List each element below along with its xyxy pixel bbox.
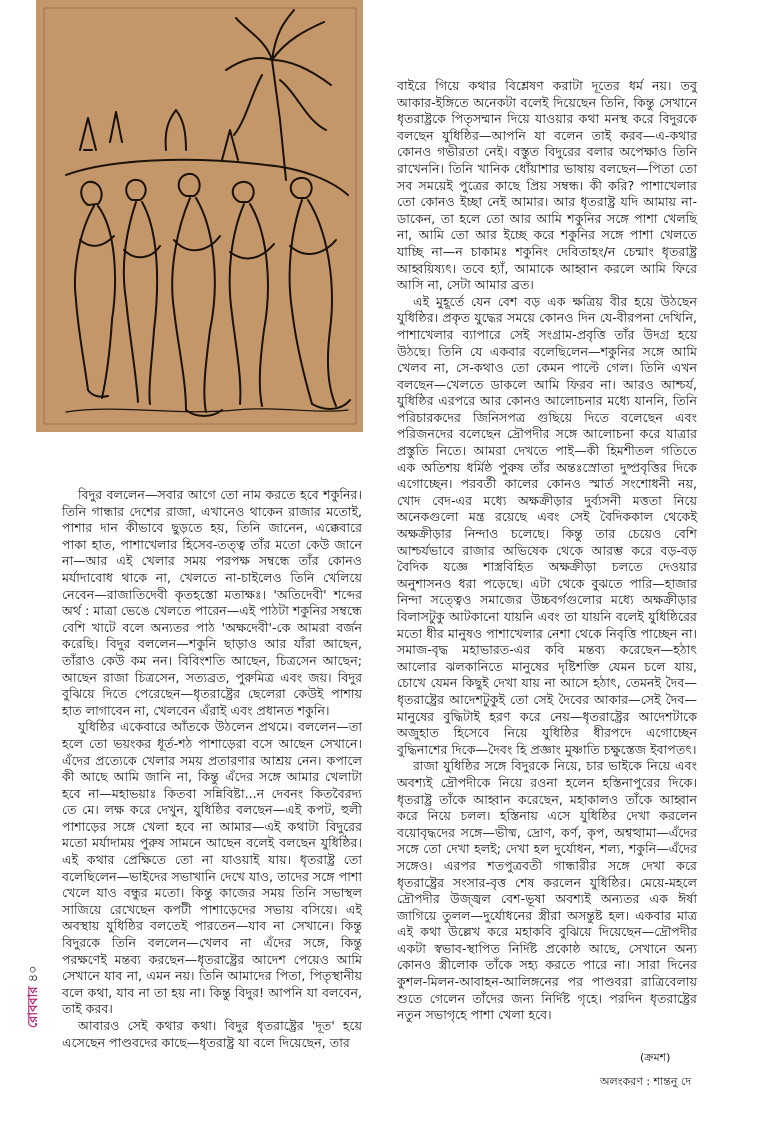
page-footer-label: [24, 965, 45, 1028]
illustration-credit: অলংকরণ : শান্তনু দে: [600, 1075, 692, 1088]
magazine-name: রোববার: [26, 986, 41, 1028]
paragraph: যুধিষ্ঠির একেবারে আঁতকে উঠলেন প্রথমে। বললেন—তা হলে তো ভয়ংকর ধূর্ত-শঠ পাশাড়েরা বসে আছেন সেখানে। এঁদের প্রত্যেকে খেলার সময় প্রতারণার আশ্রয় নেন। কপালে কী আছে আমি জানি না, কিন্তু এঁদের সঙ্গে আমার খেলাটা হবে না—মহাভয়াঃ কিতবা সন্নিবিষ্টা...ন দেবনং কিতবৈরদ্য তে মে। লক্ষ করে দেখুন, যুধিষ্ঠির বলছেন—এই কপট, হুলী পাশাড়ের সঙ্গে খেলা হবে না আমার—এই কথাটা বিদুরের মতো মর্যাদাময় পুরুষ সামনে আছেন বলেই বলছেন যুধিষ্ঠির। এই কথার প্রেক্ষিতে তো না যাওয়াই যায়। ধৃতরাষ্ট্র তো বলেছিলেন—ভাইদের সভাখানি দেখে যাও, তাদের সঙ্গে পাশা খেলে যাও বন্ধুর মতো। কিন্তু কাজের সময় তিনি সভাস্থল সাজিয়ে রেখেছেন কপটী পাশাড়েদের সভায় বসিয়ে। এই অবস্থায় যুধিষ্ঠির বলতেই পারতেন—যাব না সেখানে। কিন্তু বিদুরকে তিনি বললেন—খেলব না এঁদের সঙ্গে, কিন্তু পরক্ষণেই মন্তব্য করছেন—ধৃতরাষ্ট্রের আদেশ পেয়েও আমি সেখানে যাব না, এমন নয়। তিনি আমাদের পিতা, পিতৃস্থানীয় বলে কথা, যাব না তা হয় না। কিন্তু বিদুর! আপনি যা বলবেন, তাই করব।: [62, 719, 362, 1017]
paragraph: আবারও সেই কথার কথা। বিদুর ধৃতরাষ্ট্রের 'দূত' হয়ে এসেছেন পাণ্ডবদের কাছে—ধৃতরাষ্ট্র যা বলে দিয়েছেন, তার: [62, 1018, 362, 1050]
page-number: ৪০: [26, 965, 41, 983]
continued-note: (ক্রমশ): [640, 1051, 671, 1064]
paragraph: এই মুহূর্তে যেন বেশ বড় এক ক্ষত্রিয় বীর হয়ে উঠছেন যুধিষ্ঠির। প্রকৃত যুদ্ধের সময়ে কোনও দিন যে-বীরপনা দেখিনি, পাশাখেলার ব্যাপারে সেই সংগ্রাম-প্রবৃত্তি তাঁর উদগ্র হয়ে উঠছে। তিনি যে একবার বলেছিলেন—শকুনির সঙ্গে আমি খেলব না, সে-কথাও তো কেমন পাল্টে গেল। তিনি এখন বলছেন—খেলতে ডাকলে আমি ফিরব না। আরও আশ্চর্য, যুধিষ্ঠির এরপরে আর কোনও আলোচনার মধ্যে যাননি, তিনি পরিচারকদের জিনিসপত্র গুছিয়ে দিতে বলেছেন এবং পরিজনদের বলেছেন দ্রৌপদীর সঙ্গে আলোচনা করে যাত্রার প্রস্তুতি নিতে। আমরা দেখতে পাই—কী হিমশীতল গতিতে এক অতিশয় ধর্মিষ্ঠ পুরুষ তাঁর অন্তঃস্রোতা দুষ্প্রবৃত্তির দিকে এগোচ্ছেন। পরবর্তী কালের কোনও স্মার্ত সংশোধনী নয়, খোদ বেদ-এর মধ্যে অক্ষক্রীড়ার দুর্ব্যসনী মত্ততা নিয়ে অনেকগুলো মন্ত্র রয়েছে এবং সেই বৈদিককাল থেকেই অক্ষক্রীড়ার নিন্দাও চলেছে। কিন্তু তার চেয়েও বেশি আশ্চর্যভাবে রাজার অভিষেক থেকে আরম্ভ করে বড়-বড় বৈদিক যজ্ঞে শাস্ত্রবিহিত অক্ষক্রীড়া চলতে দেওয়ার অনুশাসনও ধরা পড়েছে। এটা থেকে বুঝতে পারি—হাজার নিন্দা সত্ত্বেও সমাজের উচ্চবর্গগুলোর মধ্যে অক্ষক্রীড়ার বিলাসটুকু আটকানো যায়নি এবং তা যায়নি বলেই যুধিষ্ঠিরের মতো ধীর মানুষও পাশাখেলার নেশা থেকে নিবৃত্তি পাচ্ছেন না। সমাজ-বৃদ্ধ মহাভারত-এর কবি মন্তব্য করেছেন—হঠাৎ আলোর ঝলকানিতে মানুষের দৃষ্টিশক্তি যেমন চলে যায়, চোখে যেমন কিছুই দেখা যায় না আসে হঠাৎ, তেমনই দৈব—ধৃতরাষ্ট্রের আদেশটুকুই তো সেই দৈবের আকার—সেই দৈব—মানুষের বুদ্ধিটাই হরণ করে নেয়—ধৃতরাষ্ট্রের আদেশটাকে অজুহাত হিসেবে নিয়ে যুধিষ্ঠির ধীরপদে এগোচ্ছেন বুদ্ধিনাশের দিকে—দৈবং হি প্রজ্ঞাং মুষ্ণাতি চক্ষুস্তেজ ইবাপতৎ।: [397, 293, 697, 757]
paragraph: বাইরে গিয়ে কথার বিশ্লেষণ করাটা দূতের ধর্ম নয়। তবু আকার-ইঙ্গিতে অনেকটা বলেই দিয়েছেন তিনি, কিন্তু সেখানে ধৃতরাষ্ট্রকে পিতৃসম্মান দিয়ে যাওয়ার কথা মনস্থ করে বিদুরকে বলছেন যুধিষ্ঠির—আপনি যা বলেন তাই করব—এ-কথার কোনও গভীরতা নেই। বস্তুত বিদুরের বলার অপেক্ষাও তিনি রাখেননি। তিনি খানিক ধোঁয়াশার ভাষায় বলছেন—পিতা তো সব সময়েই পুত্রের কাছে প্রিয় সম্বন্ধ। কী করি? পাশাখেলার তো কোনও ইচ্ছা নেই আমার। আর ধৃতরাষ্ট্র যদি আমায় না-ডাকেন, তা হলে তো আর আমি শকুনির সঙ্গে পাশা খেলছি না, আমি তো আর ইচ্ছে করে শকুনির সঙ্গে পাশা খেলতে যাচ্ছি না—ন চাকামঃ শকুনিং দেবিতাহং/ন চেন্মাং ধৃতরাষ্ট্র আহ্বয়িষ্যৎ। তবে হ্যাঁ, আমাকে আহ্বান করলে আমি ফিরে আসি না, সেটা আমার ব্রত।: [397, 78, 697, 293]
paragraph: বিদুর বললেন—সবার আগে তো নাম করতে হবে শকুনির। তিনি গান্ধার দেশের রাজা, এখানেও থাকেন রাজার মতোই, পাশার দান কীভাবে ছুড়তে হয়, তিনি জানেন, এক্কেবারে পাকা হাত, পাশাখেলার হিসেব-তত্ত্ব তাঁর মতো কেউ জানে না—আর এই খেলার সময় পরপক্ষ সম্বন্ধে তাঁর কোনও মর্যাদাবোধ থাকে না, খেলতে না-চাইলেও তিনি খেলিয়ে নেবেন—রাজাতিদেবী কৃতহস্তো মতাক্ষঃ। 'অতিদেবী' শব্দের অর্থ : মাত্রা ভেঙে খেলতে পারেন—এই পাঠটা শকুনির সম্বন্ধে বেশি খাটে বলে অন্যতর পাঠ 'অক্ষদেবী'-কে আমরা বর্জন করেছি। বিদুর বললেন—শকুনি ছাড়াও আর যাঁরা আছেন, তাঁরাও কেউ কম নন। বিবিংশতি আছেন, চিত্রসেন আছেন; আছেন রাজা চিত্রসেন, সত্যব্রত, পুরুমিত্র এবং জয়। বিদুর বুঝিয়ে দিতে পেরেছেন—ধৃতরাষ্ট্রের ছেলেরা কেউই পাশায় হাত লাগাবেন না, খেলবেন এঁরাই এবং প্রধানত শকুনি।: [62, 487, 362, 718]
pen-sketch-of-figures: [36, 0, 363, 432]
illustration: [36, 0, 363, 432]
right-column: [397, 78, 697, 1024]
left-column: [62, 487, 362, 1051]
paragraph: রাজা যুধিষ্ঠির সঙ্গে বিদুরকে নিয়ে, চার ভাইকে নিয়ে এবং অবশ্যই দ্রৌপদীকে নিয়ে রওনা হলেন হস্তিনাপুরের দিকে। ধৃতরাষ্ট্র তাঁকে আহ্বান করেছেন, মহাকালও তাঁকে আহ্বান করে নিয়ে চলল। হস্তিনায় এসে যুধিষ্ঠির দেখা করলেন বয়োবৃদ্ধদের সঙ্গে—ভীষ্ম, দ্রোণ, কর্ণ, কৃপ, অশ্বত্থামা—এঁদের সঙ্গে তো দেখা হলই; দেখা হল দুর্যোধন, শল্য, শকুনি—এঁদের সঙ্গেও। এরপর শতপুত্রবতী গান্ধারীর সঙ্গে দেখা করে ধৃতরাষ্ট্রের সংসার-বৃত্ত শেষ করলেন যুধিষ্ঠির। মেয়ে-মহলে দ্রৌপদীর উজ্জ্বল বেশ-ভূষা অবশ্যই অন্যতর এক ঈর্ষা জাগিয়ে তুলল—দুর্যোধনের স্ত্রীরা অসন্তুষ্ট হল। একবার মাত্র এই কথা উল্লেখ করে মহাকবি বুঝিয়ে দিয়েছেন—দ্রৌপদীর একটা স্বভাব-স্থাপিত নির্দিষ্ট প্রকোষ্ঠ আছে, সেখানে অন্য কোনও স্ত্রীলোক তাঁকে সহ্য করতে পারে না। সারা দিনের কুশল-মিলন-আবাহন-আলিঙ্গনের পর পাণ্ডবরা রাত্রিবেলায় শুতে গেলেন তাঁদের জন্য নির্দিষ্ট গৃহে। পরদিন ধৃতরাষ্ট্রের নতুন সভাগৃহে পাশা খেলা হবে।: [397, 758, 697, 1023]
